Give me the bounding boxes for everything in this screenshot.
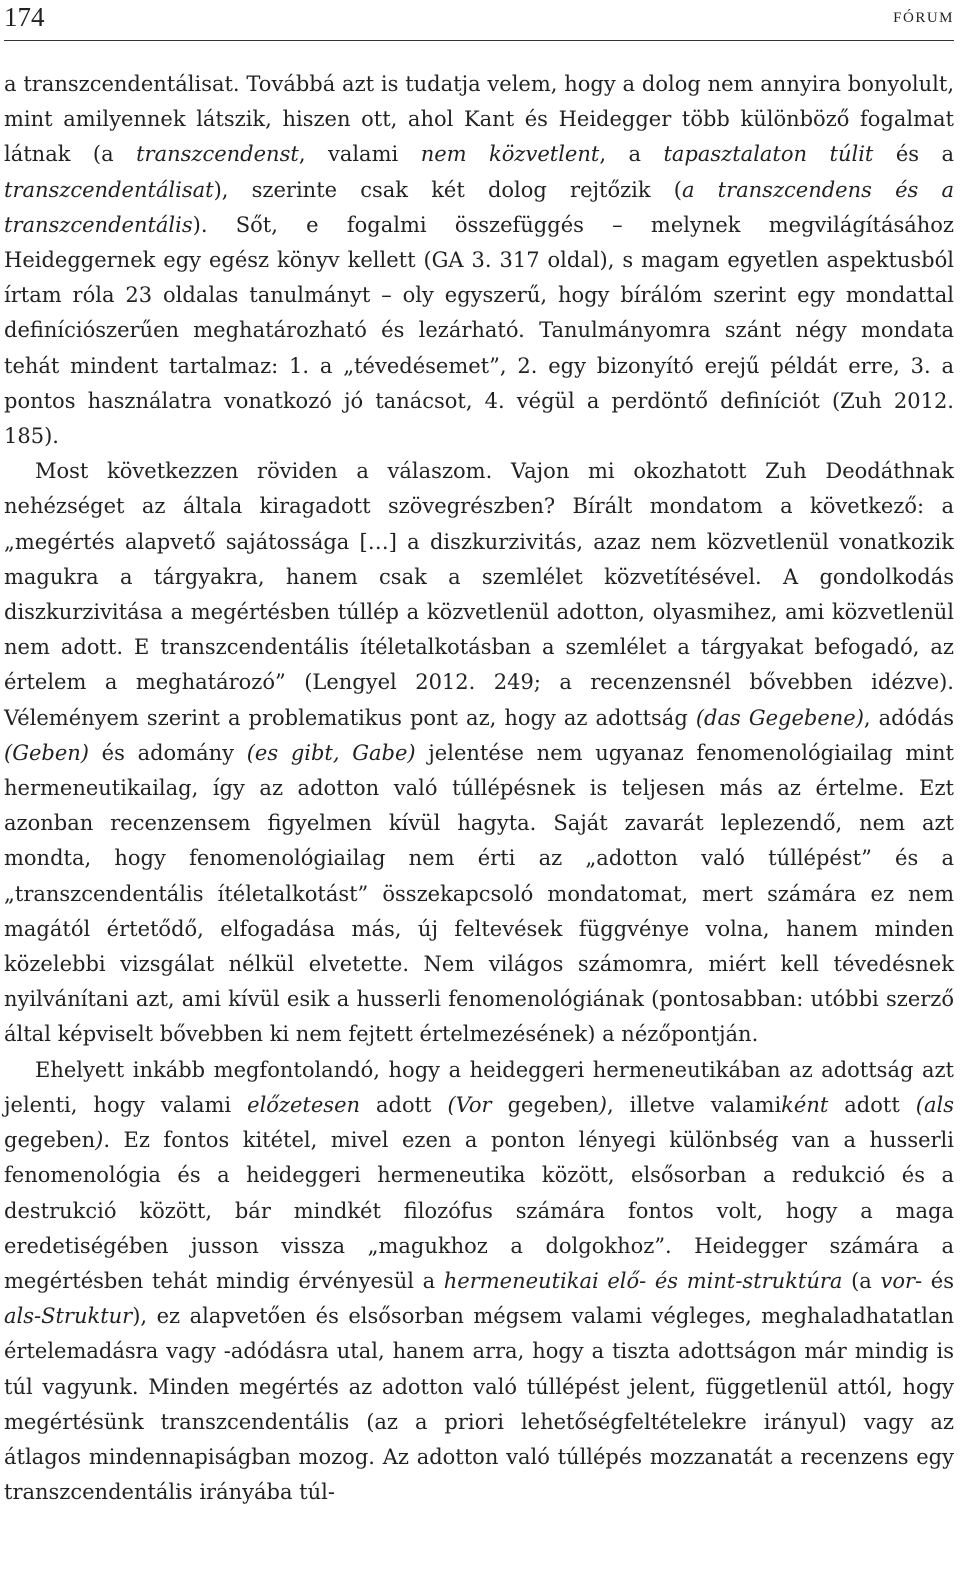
italic-text: ) bbox=[598, 1092, 607, 1117]
text-run: . Ez fontos kitétel, mivel ezen a ponton lényegi különbség van a husserli fenomenológia és a heideggeri hermeneutika között, elsősorban a redukció és a destrukció között, bár mindkét filozófus számára fontos volt, hogy a maga eredetiségében jusson vissza „magukhoz a dolgokhoz”. Heidegger számára a megértésben tehát mindig érvényesül a bbox=[4, 1128, 954, 1293]
text-run: , illetve valami bbox=[606, 1092, 782, 1117]
page-header bbox=[4, 0, 954, 41]
text-run: , adódás bbox=[863, 705, 955, 730]
italic-text: nem közvetlent bbox=[420, 142, 600, 167]
italic-text: ként bbox=[781, 1092, 829, 1117]
page-number: 174 bbox=[4, 2, 45, 32]
text-run: és adomány bbox=[88, 740, 247, 765]
italic-text: előzetesen bbox=[247, 1092, 361, 1117]
italic-text: ) bbox=[95, 1128, 104, 1153]
text-run: , a bbox=[599, 142, 664, 167]
text-run: Ehelyett inkább megfontolandó, hogy a heideggeri hermeneutikában az adottság azt jelenti, hogy valami bbox=[4, 1057, 954, 1117]
italic-text: a transzcendens és a transzcendentális bbox=[4, 177, 954, 237]
journal-name: FÓRUM bbox=[893, 10, 954, 26]
italic-text: (als bbox=[915, 1092, 954, 1117]
italic-text: tapasztalaton túlit bbox=[663, 142, 874, 167]
italic-text: hermeneutikai elő- és mint-struktúra bbox=[443, 1268, 843, 1293]
text-run: ), szerinte csak két dolog rejtőzik ( bbox=[213, 177, 682, 202]
text-run: , valami bbox=[298, 142, 421, 167]
text-run: és bbox=[922, 1268, 954, 1293]
body-text bbox=[4, 67, 954, 1510]
text-run: gegeben bbox=[4, 1128, 96, 1153]
text-run: a transzcendentálisat. Továbbá azt is tudatja velem, hogy a dolog nem annyira bonyolult, mint amilyennek látszik, hiszen ott, ahol Kant és Heidegger több különböző fogalmat látnak (a bbox=[4, 72, 954, 167]
paragraph bbox=[4, 454, 954, 1052]
italic-text: als-Struktur bbox=[4, 1304, 133, 1329]
text-run: és a bbox=[873, 142, 955, 167]
italic-text: (das Gegebene) bbox=[695, 705, 864, 730]
paragraph bbox=[4, 1053, 954, 1511]
text-run: gegeben bbox=[491, 1092, 599, 1117]
text-run: jelentése nem ugyanaz fenomenológiailag mint hermeneutikailag, így az adotton való túllépésnek is teljesen más az értelme. Ezt azonban recenzensem figyelmen kívül hagyta. Saját zavarát leplezendő, nem azt mondta, hogy fenomenológiailag nem érti az „adotton való túllépést” és a „transzcendentális ítéletalkotást” összekapcsoló mondatomat, mert számára ez nem magától értetődő, elfogadása más, új feltevések függvénye volna, hanem minden közelebbi vizsgálat nélkül elvetette. Nem világos számomra, miért kell tévedésnek nyilvánítani azt, ami kívül esik a husserli fenomenológiának (pontosabban: utóbbi szerző által képviselt bővebben ki nem fejtett értelmezésének) a nézőpontján. bbox=[4, 740, 954, 1047]
text-run: Most következzen röviden a válaszom. Vajon mi okozhatott Zuh Deodáthnak nehézséget az általa kiragadott szövegrészben? Bírált mondatom a következő: a „megértés alapvető sajátossága […] a diszkurzivitás, azaz nem közvetlenül vonatkozik magukra a tárgyakra, hanem csak a szemlélet közvetítésével. A gondolkodás diszkurzivitása a megértésben túllép a közvetlenül adotton, olyasmihez, ami közvetlenül nem adott. E transzcendentális ítéletalkotásban a szemlélet a tárgyakat befogadó, az értelem a meghatározó” (Lengyel 2012. 249; a recenzensnél bővebben idézve). Véleményem szerint a problematikus pont az, hogy az adottság bbox=[4, 459, 954, 730]
italic-text: (Vor bbox=[447, 1092, 492, 1117]
text-run: adott bbox=[828, 1092, 916, 1117]
paragraph bbox=[4, 67, 954, 454]
text-run: ). Sőt, e fogalmi összefüggés – melynek megvilágításához Heideggernek egy egész könyv kellett (GA 3. 317 oldal), s magam egyetlen aspektusból írtam róla 23 oldalas tanulmányt – oly egyszerű, hogy bírálóm szerint egy mondattal definíciószerűen meghatározható és lezárható. Tanulmányomra szánt négy mondata tehát mindent tartalmaz: 1. a „tévedésemet”, 2. egy bizonyító erejű példát erre, 3. a pontos használatra vonatkozó jó tanácsot, 4. végül a perdöntő definíciót (Zuh 2012. 185). bbox=[4, 212, 954, 449]
text-run: (a bbox=[842, 1268, 881, 1293]
italic-text: (es gibt, Gabe) bbox=[246, 740, 416, 765]
italic-text: transzcendentálisat bbox=[4, 177, 214, 202]
italic-text: (Geben) bbox=[4, 740, 89, 765]
text-run: adott bbox=[360, 1092, 448, 1117]
italic-text: transzcendenst bbox=[136, 142, 299, 167]
text-run: ), ez alapvetően és elsősorban mégsem valami végleges, meghaladhatatlan értelemadásra vagy -adódásra utal, hanem arra, hogy a tiszta adottságon már mindig is túl vagyunk. Minden megértés az adotton való túllépést jelent, függetlenül attól, hogy megértésünk transzcendentális (az a priori lehetőségfeltételekre irányul) vagy az átlagos mindennapiságban mozog. Az adotton való túllépés mozzanatát a recenzens egy transzcendentális irányába túl- bbox=[4, 1304, 954, 1505]
italic-text: vor- bbox=[880, 1268, 923, 1293]
